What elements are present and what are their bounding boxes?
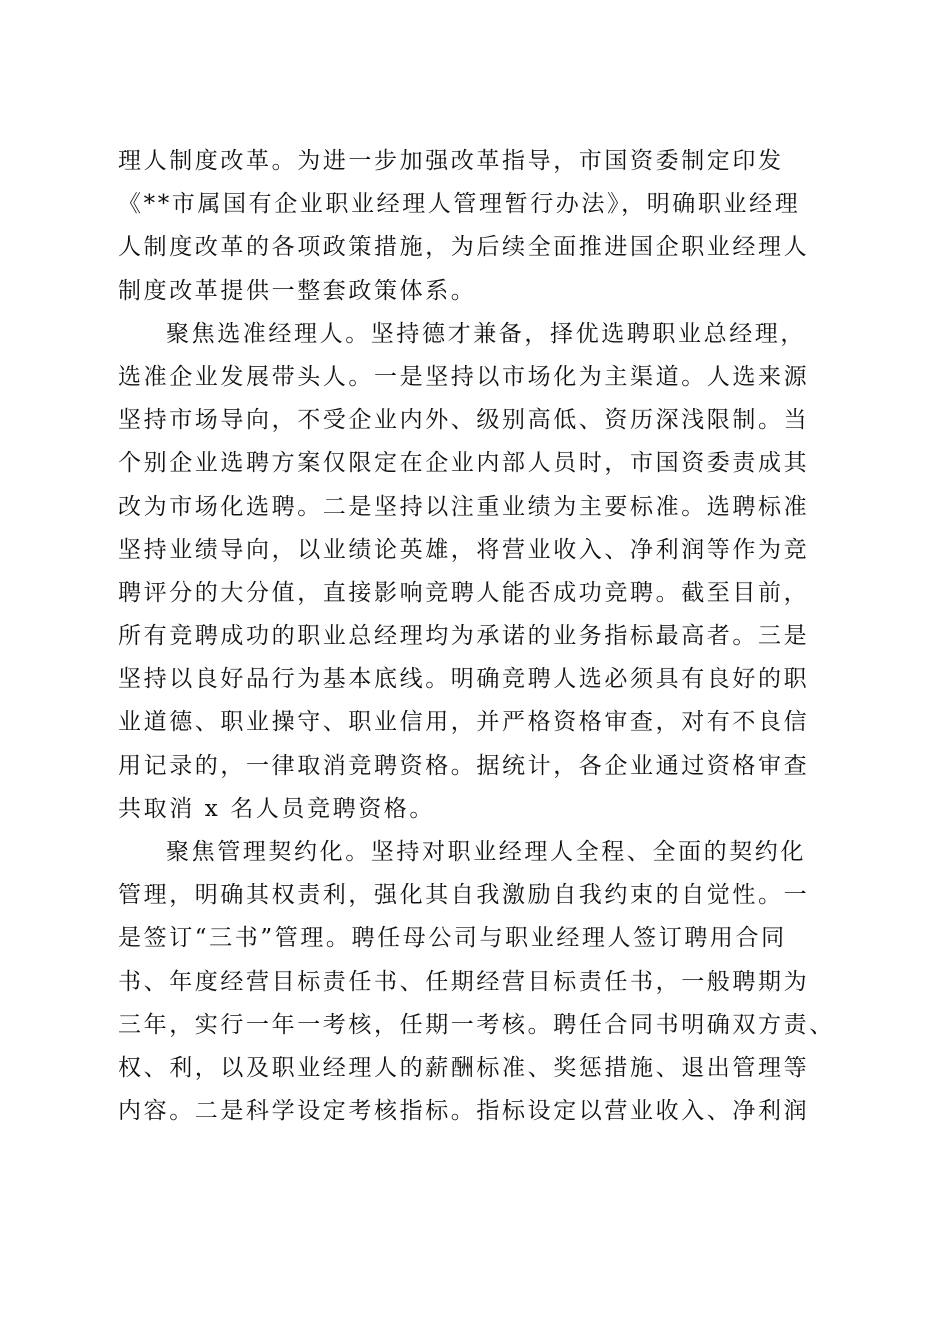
paragraph-2 — [118, 313, 830, 831]
paragraph-1 — [118, 140, 830, 313]
text-line: 管理，明确其权责利，强化其自我激励自我约束的自觉性。一 — [118, 882, 810, 909]
text-line: 改为市场化选聘。二是坚持以注重业绩为主要标准。选聘标准 — [118, 493, 810, 520]
text-line: 三年，实行一年一考核，任期一考核。聘任合同书明确双方责、 — [118, 1011, 835, 1038]
text-line: 业道德、职业操守、职业信用，并严格资格审查，对有不良信 — [118, 709, 810, 736]
text-line: 理人制度改革。为进一步加强改革指导，市国资委制定印发 — [118, 148, 784, 174]
text-line: 坚持市场导向，不受企业内外、级别高低、资历深浅限制。当 — [118, 407, 810, 434]
text-line: 人制度改革的各项政策措施，为后续全面推进国企职业经理人 — [118, 234, 810, 261]
text-line: 是签订“三书”管理。聘任母公司与职业经理人签订聘用合同 — [118, 925, 787, 952]
text-line: 《**市属国有企业职业经理人管理暂行办法》，明确职业经理 — [118, 191, 801, 218]
text-line: 个别企业选聘方案仅限定在企业内部人员时，市国资委责成其 — [118, 450, 810, 477]
text-line: 书、年度经营目标责任书、任期经营目标责任书，一般聘期为 — [118, 968, 810, 995]
text-line: 聘评分的大分值，直接影响竞聘人能否成功竞聘。截至目前， — [118, 579, 810, 606]
body-text — [118, 140, 835, 1133]
text-line: 共取消 x 名人员竞聘资格。 — [118, 795, 435, 822]
text-line: 制度改革提供一整套政策体系。 — [118, 277, 477, 304]
text-line: 聚焦管理契约化。坚持对职业经理人全程、全面的契约化 — [166, 839, 806, 865]
text-line: 用记录的，一律取消竞聘资格。据统计，各企业通过资格审查 — [118, 752, 810, 779]
paragraph-3 — [118, 831, 835, 1133]
text-line: 所有竞聘成功的职业总经理均为承诺的业务指标最高者。三是 — [118, 623, 810, 650]
text-line: 内容。二是科学设定考核指标。指标设定以营业收入、净利润 — [118, 1098, 810, 1125]
text-line: 坚持业绩导向，以业绩论英雄，将营业收入、净利润等作为竞 — [118, 536, 810, 563]
text-line: 聚焦选准经理人。坚持德才兼备，择优选聘职业总经理， — [166, 320, 806, 347]
text-line: 坚持以良好品行为基本底线。明确竞聘人选必须具有良好的职 — [118, 666, 810, 693]
text-line: 选准企业发展带头人。一是坚持以市场化为主渠道。人选来源 — [118, 363, 810, 390]
text-line: 权、利，以及职业经理人的薪酬标准、奖惩措施、退出管理等 — [118, 1054, 810, 1081]
